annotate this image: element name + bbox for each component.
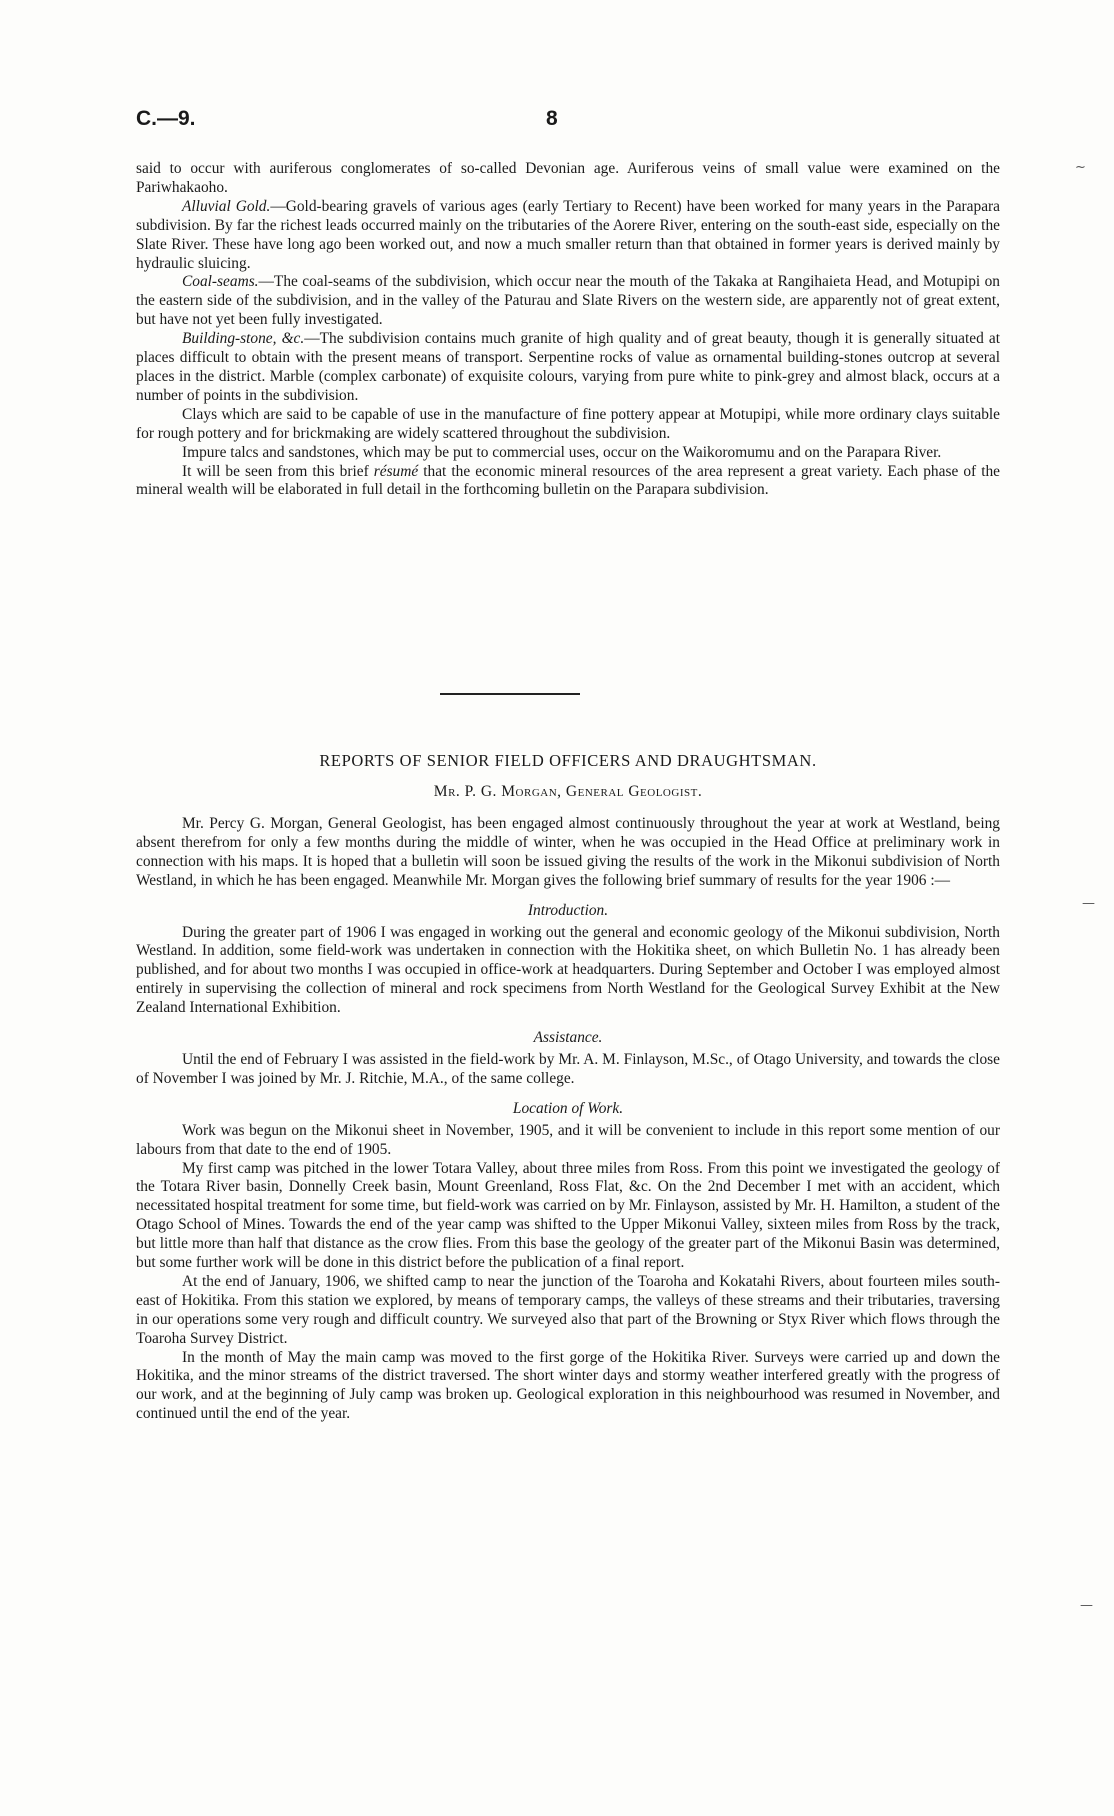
subheading-location: Location of Work.	[512, 1099, 624, 1117]
paragraph: At the end of January, 1906, we shifted camp to near the junction of the Toaroha and Kokatahi Rivers, about fourteen miles south-east of Hokitika. From this station we explored, by means of temporary camps, the valleys of these streams and their tributaries, traversing in our operations some very rough and difficult country. We surveyed also that part of the Browning or Styx River which flows through the Toaroha Survey District.	[136, 1272, 1000, 1347]
paragraph-text: —The subdivision contains much granite of high quality and of great beauty, though it is generally situated at places difficult to obtain with the present means of transport. Serpentine rocks of value as ornamental building-stones outcrop at several places in the district. Marble (complex carbonate) of exquisite colours, varying from pure white to pink-grey and almost black, occurs at a number of points in the subdivision.	[136, 330, 1001, 404]
paragraph-text: It will be seen from this brief	[182, 462, 374, 480]
margin-mark: —	[1080, 1598, 1093, 1613]
paragraph-building-stone	[136, 330, 1000, 406]
paragraph: Work was begun on the Mikonui sheet in November, 1905, and it will be convenient to include in this report some mention of our labours from that date to the end of 1905.	[136, 1121, 1000, 1158]
paragraph: In the month of May the main camp was moved to the first gorge of the Hokitika River. Surveys were carried up and down the Hokitika, and the minor streams of the district traversed. The short winter days and stormy weather interfered greatly with the progress of our work, and at the beginning of July camp was broken up. Geological exploration in this neighbourhood was resumed in November, and continued until the end of the year.	[136, 1348, 1000, 1423]
subheading-assistance: Assistance.	[533, 1029, 603, 1047]
section-divider	[440, 693, 580, 695]
page-number: 8	[546, 107, 558, 130]
paragraph: During the greater part of 1906 I was engaged in working out the general and economic geology of the Mikonui subdivision, North Westland. In addition, some field-work was undertaken in connection with the Hokitika sheet, on which Bulletin No. 1 has already been published, and for about two months I was occupied in office-work at headquarters. During September and October I was employed almost entirely in supervising the collection of mineral and rock specimens from North Westland for the Geological Survey Exhibit at the New Zealand International Exhibition.	[136, 923, 1000, 1017]
subheading-introduction: Introduction.	[527, 901, 609, 919]
document-reference: C.—9.	[136, 107, 196, 130]
margin-mark: —	[1082, 896, 1095, 911]
paragraph-resume	[136, 463, 1000, 501]
margin-mark: ~	[1075, 160, 1086, 175]
paragraph: said to occur with auriferous conglomerates of so-called Devonian age. Auriferous veins of small value were examined on the Pariwhakaoho.	[136, 160, 1000, 196]
paragraph-lead: Coal-seams.	[182, 273, 259, 291]
report-section	[136, 815, 1000, 1424]
officer-heading: Mr. P. G. Morgan, General Geologist.	[433, 783, 703, 800]
paragraph: Clays which are said to be capable of use in the manufacture of fine pottery appear at Motupipi, while more ordinary clays suitable for rough pottery and for brickmaking are widely scattered throughout the subdivision.	[136, 405, 1000, 442]
paragraph: Impure talcs and sandstones, which may be put to commercial uses, occur on the Waikoromumu and on the Parapara River.	[182, 443, 942, 461]
page-header	[136, 107, 996, 137]
section-title: REPORTS OF SENIOR FIELD OFFICERS AND DRAUGHTSMAN.	[319, 751, 817, 770]
paragraph-text: —Gold-bearing gravels of various ages (early Tertiary to Recent) have been worked for many years in the Parapara subdivision. By far the richest leads occurred mainly on the tributaries of the Aorere River, entering on the south-east side, especially on the Slate River. These have long ago been worked out, and now a much smaller return than that obtained in former years is derived mainly by hydraulic sluicing.	[136, 197, 1000, 272]
paragraph-text: that the economic mineral resources of the area represent a great variety. Each phase of the mineral wealth will be elaborated in full detail in the forthcoming bulletin on the Parapara subdivision.	[136, 462, 1000, 499]
emphasis-text: résumé	[373, 462, 419, 480]
paragraph-coal-seams	[136, 273, 1000, 330]
minerals-section	[136, 160, 1000, 500]
paragraph-lead: Alluvial Gold.	[182, 197, 271, 215]
paragraph-lead: Building-stone, &c.	[182, 330, 305, 348]
paragraph: Until the end of February I was assisted in the field-work by Mr. A. M. Finlayson, M.Sc., of Otago University, and towards the close of November I was joined by Mr. J. Ritchie, M.A., of the same college.	[136, 1050, 1000, 1087]
paragraph-alluvial-gold	[136, 198, 1000, 274]
paragraph: Mr. Percy G. Morgan, General Geologist, has been engaged almost continuously throughout the year at work at Westland, being absent therefrom for only a few months during the middle of winter, when he was occupied in the Head Office at preliminary work in connection with his maps. It is hoped that a bulletin will soon be issued giving the results of the work in the Mikonui subdivision of North Westland, in which he has been engaged. Meanwhile Mr. Morgan gives the following brief summary of results for the year 1906 :—	[136, 815, 1000, 889]
paragraph: My first camp was pitched in the lower Totara Valley, about three miles from Ross. From this point we investigated the geology of the Totara River basin, Donnelly Creek basin, Mount Greenland, Ross Flat, &c. On the 2nd December I met with an accident, which necessitated hospital treatment for some time, but field-work was carried on by Mr. Finlayson, assisted by Mr. H. Hamilton, a student of the Otago School of Mines. Towards the end of the year camp was shifted to the Upper Mikonui Valley, sixteen miles from Ross by the track, but little more than half that distance as the crow flies. From this base the geology of the greater part of the Mikonui Basin was determined, but some further work will be done in this district before the publication of a final report.	[136, 1159, 1000, 1272]
paragraph-text: —The coal-seams of the subdivision, which occur near the mouth of the Takaka at Rangihaieta Head, and Motupipi on the eastern side of the subdivision, and in the valley of the Paturau and Slate Rivers on the western side, are apparently not of great extent, but have not yet been fully investigated.	[136, 273, 1000, 329]
